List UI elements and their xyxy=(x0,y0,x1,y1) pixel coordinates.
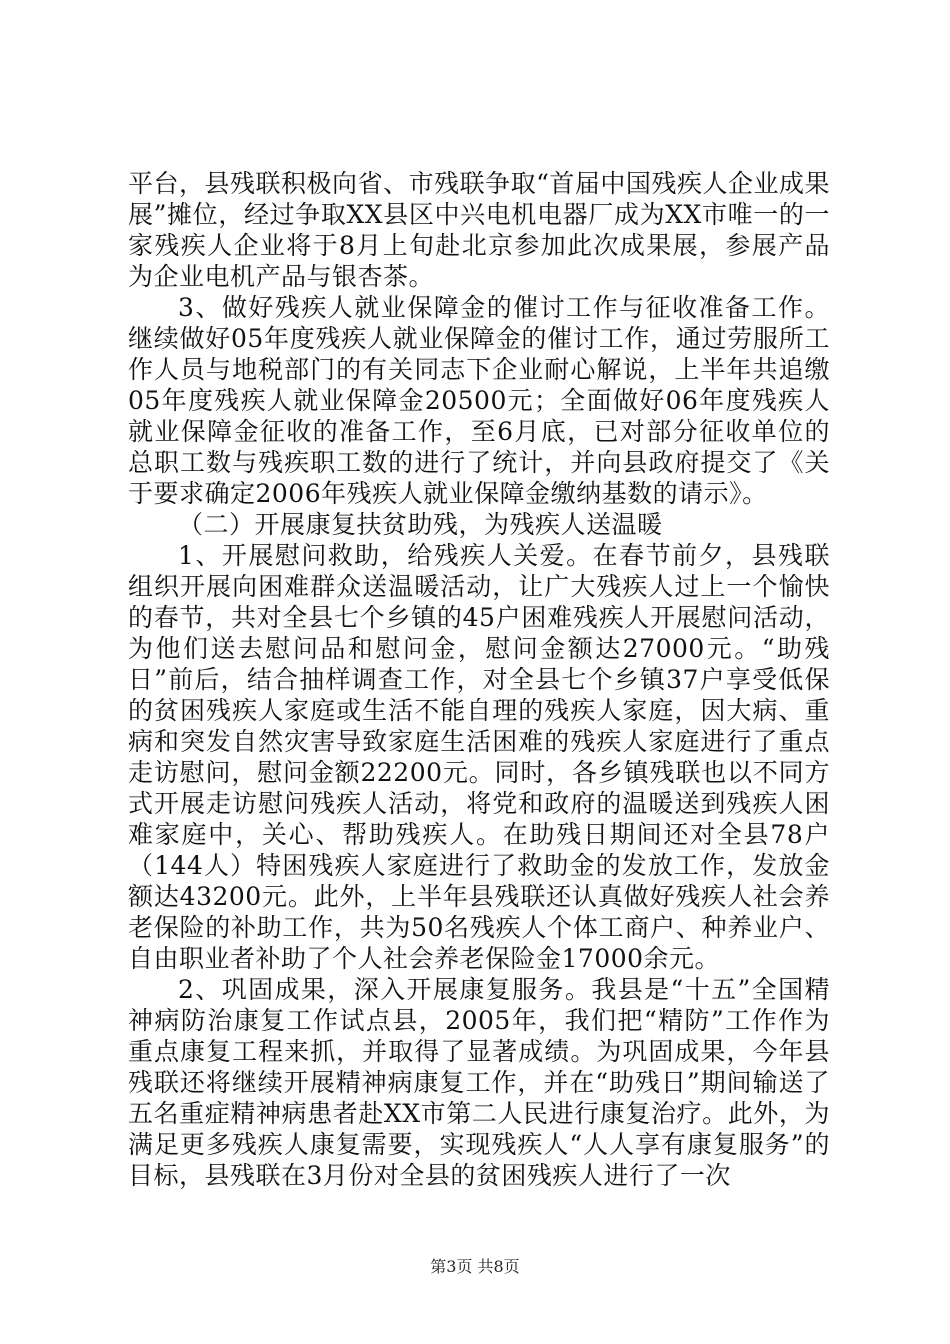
paragraph-employment-guarantee-fund: 3、做好残疾人就业保障金的催讨工作与征收准备工作。继续做好05年度残疾人就业保障金的催讨工作，通过劳服所工作人员与地税部门的有关同志下企业耐心解说，上半年共追缴05年度残疾人就业保障金20500元；全面做好06年度残疾人就业保障金征收的准备工作，至6月底，已对部分征收单位的总职工数与残疾职工数的进行了统计，并向县政府提交了《关于要求确定2006年残疾人就业保障金缴纳基数的请示》。 xyxy=(128,293,830,508)
page-footer: 第3页 共8页 xyxy=(430,1257,520,1276)
section-heading: （二）开展康复扶贫助残，为残疾人送温暖 xyxy=(178,510,663,539)
document-body xyxy=(128,168,830,1191)
paragraph-relief-assistance: 1、开展慰问救助，给残疾人关爱。在春节前夕，县残联组织开展向困难群众送温暖活动，让广大残疾人过上一个愉快的春节，共对全县七个乡镇的45户困难残疾人开展慰问活动，为他们送去慰问品和慰问金，慰问金额达27000元。“助残日”前后，结合抽样调查工作，对全县七个乡镇37户享受低保的贫困残疾人家庭或生活不能自理的残疾人家庭，因大病、重病和突发自然灾害导致家庭生活困难的残疾人家庭进行了重点走访慰问，慰问金额22200元。同时，各乡镇残联也以不同方式开展走访慰问残疾人活动，将党和政府的温暖送到残疾人困难家庭中，关心、帮助残疾人。在助残日期间还对全县78户（144人）特困残疾人家庭进行了救助金的发放工作，发放金额达43200元。此外，上半年县残联还认真做好残疾人社会养老保险的补助工作，共为50名残疾人个体工商户、种养业户、自由职业者补助了个人社会养老保险金17000余元。 xyxy=(128,541,830,973)
paragraph-rehabilitation-services: 2、巩固成果，深入开展康复服务。我县是“十五”全国精神病防治康复工作试点县，2005年，我们把“精防”工作作为重点康复工程来抓，并取得了显著成绩。为巩固成果，今年县残联还将继续开展精神病康复工作，并在“助残日”期间输送了五名重症精神病患者赴XX市第二人民进行康复治疗。此外，为满足更多残疾人康复需要，实现残疾人“人人享有康复服务”的目标，县残联在3月份对全县的贫困残疾人进行了一次 xyxy=(128,975,830,1190)
paragraph-continuation: 平台，县残联积极向省、市残联争取“首届中国残疾人企业成果展”摊位，经过争取XX县区中兴电机电器厂成为XX市唯一的一家残疾人企业将于8月上旬赴北京参加此次成果展，参展产品为企业电机产品与银杏茶。 xyxy=(128,169,830,291)
